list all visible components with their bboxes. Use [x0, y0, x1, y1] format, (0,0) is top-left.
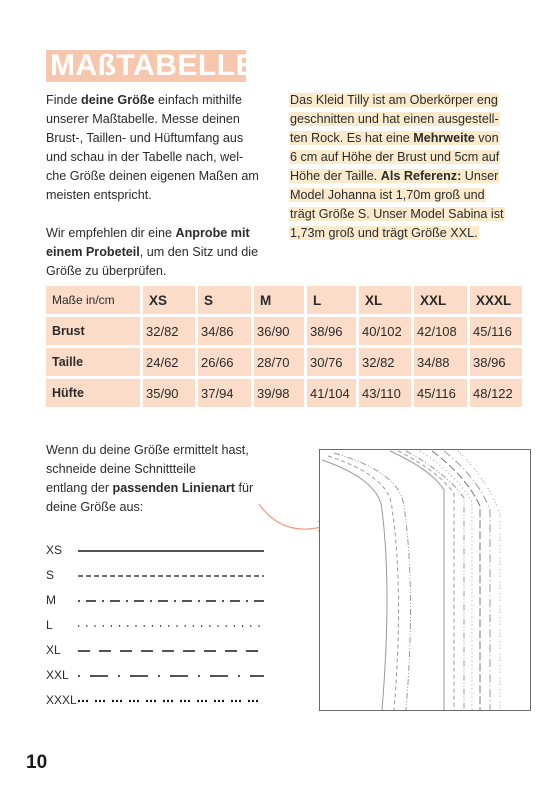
- text-segment: und schau in der Tabelle nach, wel-: [46, 150, 244, 164]
- size-column-header: L: [307, 286, 356, 314]
- measurement-label: Hüfte: [46, 379, 140, 407]
- text-line: [289, 91, 519, 110]
- measurement-value: 40/102: [359, 317, 411, 345]
- measurement-value: 34/86: [198, 317, 251, 345]
- text-line: [289, 167, 519, 186]
- line-style-sample: [78, 649, 268, 653]
- text-segment: Wir empfehlen dir eine: [46, 226, 176, 240]
- text-line: [46, 460, 276, 479]
- text-segment: , um den Sitz und die: [139, 245, 259, 259]
- size-column-header: S: [198, 286, 251, 314]
- text-segment: geschnitten und hat einen ausgestell-: [290, 112, 499, 126]
- text-segment: Unser: [461, 169, 499, 183]
- measurement-value: 36/90: [254, 317, 304, 345]
- text-line: [46, 479, 276, 498]
- text-segment: Finde: [46, 93, 82, 107]
- size-column-header: M: [254, 286, 304, 314]
- legend-size-label: XL: [46, 643, 61, 657]
- intro-right-paragraph: [289, 91, 519, 243]
- intro-left-paragraph: [46, 91, 276, 281]
- legend-size-label: XS: [46, 543, 63, 557]
- text-line: [289, 148, 519, 167]
- text-line: [46, 498, 276, 517]
- size-column-header: XXL: [414, 286, 467, 314]
- text-segment: einfach mithilfe: [154, 93, 242, 107]
- text-segment: Model Johanna ist 1,70m groß und: [290, 188, 485, 202]
- text-segment: che Größe deinen eigenen Maßen am: [46, 169, 259, 183]
- text-segment: entlang der: [46, 481, 113, 495]
- measurement-value: 45/116: [470, 317, 522, 345]
- text-segment: Größe zu überprüfen.: [46, 264, 167, 278]
- text-segment: Brust-, Taillen- und Hüftumfang aus: [46, 131, 244, 145]
- text-line: [46, 167, 276, 186]
- text-segment: von: [474, 131, 499, 145]
- text-line: [46, 262, 276, 281]
- measurement-label: Brust: [46, 317, 140, 345]
- text-segment: 6 cm auf Höhe der Brust und 5cm auf: [290, 150, 500, 164]
- line-style-sample: [78, 674, 268, 678]
- legend-size-label: XXXL: [46, 693, 77, 707]
- size-column-header: XXXL: [470, 286, 522, 314]
- text-line: [46, 148, 276, 167]
- text-segment: schneide deine Schnittteile: [46, 462, 196, 476]
- measurement-value: 48/122: [470, 379, 522, 407]
- text-line: [289, 224, 519, 243]
- text-segment: für: [235, 481, 254, 495]
- text-segment: ten Rock. Es hat eine: [290, 131, 414, 145]
- text-line: [289, 129, 519, 148]
- text-segment: passenden Linienart: [112, 481, 236, 495]
- size-column-header: XL: [359, 286, 411, 314]
- measurement-value: 45/116: [414, 379, 467, 407]
- pattern-illustration: [319, 449, 531, 711]
- legend-size-label: S: [46, 568, 55, 582]
- text-segment: Als Referenz:: [380, 169, 462, 183]
- text-segment: 1,73m groß und trägt Größe XXL.: [290, 226, 478, 240]
- line-style-sample: [78, 549, 268, 553]
- page-title: MAßTABELLE: [50, 49, 257, 82]
- measurement-value: 35/90: [143, 379, 195, 407]
- measurement-value: 42/108: [414, 317, 467, 345]
- measurement-value: 28/70: [254, 348, 304, 376]
- line-style-sample: [78, 599, 268, 603]
- text-segment: unserer Maßtabelle. Messe deinen: [46, 112, 240, 126]
- measurement-value: 38/96: [470, 348, 522, 376]
- text-segment: Das Kleid Tilly ist am Oberkörper eng: [290, 93, 498, 107]
- text-segment: Mehrweite: [413, 131, 475, 145]
- text-segment: Wenn du deine Größe ermittelt hast,: [46, 443, 249, 457]
- text-line: [46, 129, 276, 148]
- text-line: [46, 186, 276, 205]
- page-number: 10: [26, 752, 48, 773]
- text-line: [46, 224, 276, 243]
- text-segment: einem Probeteil: [46, 245, 140, 259]
- table-header-label: Maße in/cm: [46, 286, 140, 314]
- measurement-value: 34/88: [414, 348, 467, 376]
- measurement-value: 37/94: [198, 379, 251, 407]
- text-segment: deine Größe: [81, 93, 155, 107]
- text-line: [46, 205, 276, 224]
- text-line: [46, 110, 276, 129]
- text-line: [46, 243, 276, 262]
- line-style-sample: [78, 624, 268, 628]
- measurement-value: 43/110: [359, 379, 411, 407]
- legend-size-label: XXL: [46, 668, 69, 682]
- text-segment: deine Größe aus:: [46, 500, 144, 514]
- measurement-value: 38/96: [307, 317, 356, 345]
- measurement-value: 32/82: [359, 348, 411, 376]
- text-segment: Höhe der Taille.: [290, 169, 381, 183]
- measurement-value: 32/82: [143, 317, 195, 345]
- text-line: [46, 441, 276, 460]
- measurement-label: Taille: [46, 348, 140, 376]
- measurement-value: 39/98: [254, 379, 304, 407]
- size-column-header: XS: [143, 286, 195, 314]
- legend-size-label: M: [46, 593, 56, 607]
- text-line: [289, 186, 519, 205]
- measurement-value: 30/76: [307, 348, 356, 376]
- measurement-value: 26/66: [198, 348, 251, 376]
- measurement-value: 24/62: [143, 348, 195, 376]
- text-line: [289, 205, 519, 224]
- line-style-sample: [78, 574, 268, 578]
- text-line: [289, 110, 519, 129]
- text-segment: trägt Größe S. Unser Model Sabina ist: [290, 207, 504, 221]
- text-line: [46, 91, 276, 110]
- legend-size-label: L: [46, 618, 53, 632]
- text-segment: meisten entspricht.: [46, 188, 152, 202]
- text-segment: Anprobe mit: [175, 226, 250, 240]
- legend-intro-paragraph: [46, 441, 276, 517]
- line-style-sample: [78, 699, 268, 703]
- measurement-value: 41/104: [307, 379, 356, 407]
